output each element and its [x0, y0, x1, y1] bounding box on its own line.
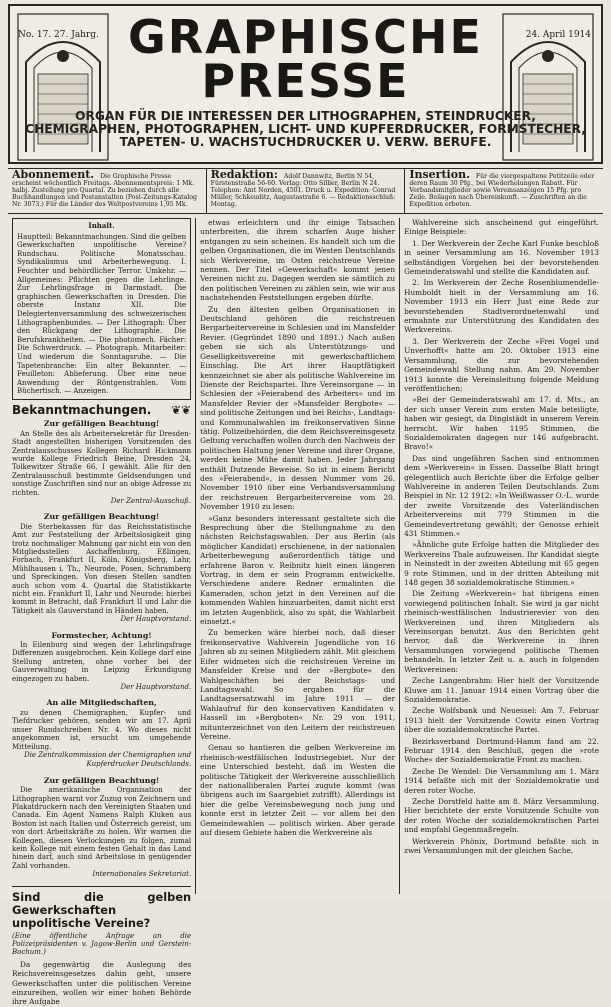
notice-block	[12, 698, 191, 769]
ornament-icon: ❦❦	[171, 402, 192, 417]
article-paragraph: Wahlvereine sich anscheinend gut eingeführt. Einige Beispiele:	[404, 218, 600, 237]
notice-block	[12, 631, 191, 693]
notice-block-title: Zur gefälligen Beachtung!	[43, 512, 160, 522]
notice-block-signature: Der Hauptvorstand.	[120, 683, 192, 692]
contents-box	[12, 218, 191, 400]
article-paragraph: etwas erleichtern und ihr einige Tatsachen unterbreiten, die ihrem scharfen Auge bisher entgangen zu sein scheinen. Es handelt sich um die gelben Organisationen, die im Westen Deutschlands sich Werkvereine, im Osten reichstreue Vereine nennen. Der Titel »Gewerkschaft« kommt jenen Vereinen nicht zu. Dagegen werden sie sämtlich zu den politischen Vereinen zu zählen sein, wie wir aus nachstehenden Feststellungen ergeben dürfte.	[200, 218, 396, 303]
middle-column	[196, 218, 400, 894]
notice-abonnement	[8, 169, 207, 213]
article-paragraph: 3. Der Werkverein der Zeche »Frei Vogel und Unverhofft« hatte am 20. Oktober 1913 eine Versammlung, die zur bevorstehenden Gemeindewahl Stellung nahm. Am 29. November 1913 konnte die Vereinsleitung folgende Meldung veröffentlichen:	[404, 336, 600, 393]
divider	[12, 886, 191, 887]
notice-text: Die Graphische Presse erscheint wöchentlich Freitags. Abonnementspreis: 1 Mk. halbj. Zustellung pro Quartal. Zu beziehen durch alle Buchhandlungen und Postanstalten (Post-Zeitungs-Katalog Nr. 3073.) Für die Länder des Weltpostvereins 1,95 Mk.	[12, 173, 198, 208]
article-paragraph: »Bei der Gemeinderatswahl am 17. d. Mts., an der sich unser Verein zum ersten Male beteiligte, haben wir gesiegt, da Dinglstädt in unserem Verein herrscht. Wir haben 1195 Stimmen, die Sozialdemokraten dagegen nur 146 aufgebracht. Bravo!«	[404, 395, 600, 452]
article-paragraph: Bezirksverband Dortmund-Hamm fand am 22. Februar 1914 den Beschluß, gegen die »rote Woche« der Sozialdemokratie Front zu machen.	[404, 736, 600, 765]
notice-block-title: Formstecher, Achtung!	[51, 630, 152, 640]
article-paragraph: Werkverein Phönix, Dortmund befaßte sich in zwei Versammlungen mit der gleichen Sache,	[404, 836, 600, 855]
bekanntmachungen-heading	[12, 402, 192, 417]
notice-block-title: Zur gefälligen Beachtung!	[43, 419, 160, 429]
article-paragraph: Zeche Dorstfeld hatte am 8. März Versammlung. Hier berichtete der erste Vorsitzende Schulte von der roten Woche der sozialdemokratischen Partei und empfahl Gegenmaßregeln.	[404, 796, 600, 835]
notice-block-body: In Eilenburg sind wegen der Lehrlingsfrage Differenzen ausgebrochen. Kein Kollege darf eine Stellung antreten, ohne vorher bei der Gauverwaltung in Leipzig Erkundigung eingezogen zu haben.	[12, 641, 192, 683]
notice-block	[12, 512, 191, 624]
article-paragraph: 1. Der Werkverein der Zeche Karl Funke beschloß in seiner Versammlung am 16. November 1913 selbständigen Vorgehen bei der bevorstehenden Gemeinderatswahl und stellte die Kandidaten auf.	[404, 238, 600, 277]
notice-block-title: Zur gefälligen Beachtung!	[43, 775, 160, 785]
contents-text: Hauptteil: Bekanntmachungen. Sind die gelben Gewerkschaften unpolitische Vereine? Rundschau. Politische Monatsschau. Syndikalismus und Arbeiterbewegung. I. Feuchter und behördlicher Terror. Umkehr. — Allgemeines: Pflichten gegen die Lehrlinge. Zur Lehrlingsfrage in Darmstadt. Die graphischen Gewerkschaften in Dresden. Die oberste Instanz XII. Die Delegiertenversammlung des schweizerischen Lithographenbundes. — Der Lithograph: Über den Rückgang der Lithographie. Die Berufskrankheiten. — Die photomech. Fächer: Die Schwerdruck. — Photograph. Mitarbeiter: Und wiederum die Sonntagsruhe. — Die Tapetenbranche: Ein alter Bekannter. — Feuilleton: Ablieferung. Über eine neue Anwendung der Röntgenstrahlen. Vom Büchertisch. — Anzeigen.	[17, 232, 187, 396]
article-paragraph: Da gegenwärtig die Auslegung des Reichsvereinsgesetzes dahin geht, unsere Gewerkschaften unter die politischen Vereine einzureihen, wollen wir einer hohen Behörde ihre Aufgabe	[12, 959, 192, 1007]
article-paragraph: Zeche De Wendel: Die Versammlung am 1. März 1914 befaßte sich mit der Sozialdemokratie und deren roter Woche.	[404, 766, 600, 795]
article-paragraph: »Ähnliche gute Erfolge hatten die Mitglieder des Werkvereins Thale aufzuweisen. Ihr Kandidat siegte in Neinstedt in der zweiten Abteilung mit 65 gegen 9 rote Stimmen, und in der dritten Abteilung mit 148 gegen 38 sozialdemokratische Stimmen.«	[404, 540, 600, 588]
article-paragraph: Genau so hantieren die gelben Werkvereine im rheinisch-westfälischen Industriegebiet. Nur der eine Unterschied besteht, daß im Westen die politische Tätigkeit der Werkvereine ausschließlich der nationalliberalen Partei zugute kommt (was übrigens auch im Saargebiet zutrifft). Allerdings ist hier die gelbe Vereinsbewegung noch jung und konnte erst in letzter Zeit — vor allem bei den Gemeindewahlen — politisch wirken. Aber gerade auf diesem Gebiete haben die Werkvereine als	[200, 743, 396, 837]
notice-block-body: zu denen Chemigraphen, Kupfer- und Tiefdrucker gehören, senden wir am 17. April unser Rundschreiben Nr. 4. Wo dieses nicht angekommen ist, ersucht um umgehende Mitteilung.	[12, 708, 192, 751]
notice-block	[12, 419, 191, 506]
content-columns	[8, 218, 603, 1007]
notice-block-signature: Die Zentralkommission der Chemigraphen und Kupferdrucker Deutschlands.	[24, 750, 192, 769]
masthead	[8, 4, 603, 164]
notice-block-body: An Stelle des als Arbeitersekretär für Dresden-Stadt angestellten bisherigen Vorsitzenden des Zentralausschusses Kollegen Richard Hickmann wurde Kollege Friedrich Beine, Dresden 24, Tolkewitzer Straße 66, I gewählt. Alle für den Zentralausschuß bestimmte Geldsendungen und sonstige Zuschriften sind nur an obige Adresse zu richten.	[12, 429, 192, 497]
article-paragraph: »Ganz besonders interessant gestaltete sich die Besprechung über die Stellungnahme zu den nächsten Reichstagswahlen. Der aus Berlin (als möglicher Kandidat) erschienene, in der nationalen Arbeiterbewegung außerordentlich tätige und erfahrene Baron v. Reibnitz hielt einen längeren Vortrag, in dem er sein Programm entwickelte. Verschiedene andere Redner ermahnten die Kameraden, schon jetzt in den Vereinen auf die kommenden Wahlen hinzuarbeiten, damit nicht erst im letzten Augenblick, also zu spät, die Wahlarbeit einsetzt.«	[200, 513, 396, 627]
article-subtitle: (Eine öffentliche Anfrage an die Polizeipräsidenten v. Jagow-Berlin und Gerstein-Bochum.)	[12, 931, 192, 957]
article-paragraph: Die Zeitung »Werkverein« hat übrigens einen vorwiegend politischen Inhalt. Sie wird ja gar nicht rheinisch-westfälischen Industrierevier von den Werkvereinen und ihren Mitgliedern als Vereinsorgan benutzt. Aus den Berichten geht hervor, daß die Werkvereine in ihren Versammlungen vorwiegend politische Themen behandeln. In letzter Zeit u. a. auch in folgenden Werkvereinen:	[404, 589, 600, 674]
notice-block-signature: Der Hauptvorstand.	[120, 615, 192, 624]
notice-title: Insertion.	[409, 168, 470, 181]
notice-block-signature: Internationales Sekretariat.	[92, 870, 192, 879]
masthead-subtitle: ORGAN FÜR DIE INTERESSEN DER LITHOGRAPHEN, STEINDRUCKER, CHEMIGRAPHEN, PHOTOGRAPHEN, LICHT- UND KUPFERDRUCKER, FORMSTECHER, TAPETEN- U. WACHSTUCHDRUCKER U. VERW. BERUFE.	[25, 109, 586, 149]
notice-block-signature: Der Zentral-Ausschuß.	[110, 496, 192, 505]
notice-redaktion	[207, 169, 406, 213]
article-paragraph: Zu bemerken wäre hierbei noch, daß dieser freikonservative Wahlverein Jugendliche von 16 Jahren ab zu seinen Mitgliedern zählt. Mit gleichem Eifer widmeten sich die reichstreuen Vereine im Mansfelder Kreise und der »Bergbote« den Wahlgeschäften bei der Reichstags- und Landtagswahl. So ergaben für die Landtagsersatzwahl im Jahre 1911 — der Wahlaufruf für den konservativen Kandidaten v. Hassell im »Bergboten« Nr. 29 von 1911, mitunterzeichnet von den Leitern der reichstreuen Vereine.	[200, 628, 396, 741]
notice-block-body: Die Sterbekassen für das Reichsstatistische Amt zur Feststellung der Arbeitslosigkeit ging trotz nochmaliger Mahnung gar nicht ein von den Mitgliedsstellen Aschaffenburg, Eßlingen, Forbach, Frankfurt II, Köln, Königsberg, Lahr, Mühlhausen i. Th., Neurode, Posen, Schramberg und Spreckingen. Von diesen Stellen sandten auch schon vom 4. Quartal die Statistikkarte nicht ein. Frankfurt II, Lahr und Neurode; hierbei kommt in Betracht, daß Frankfurt II und Lahr die Tätigkeit als Gauverstand in Händen haben.	[12, 522, 192, 615]
issue-date: 24. April 1914	[525, 30, 591, 40]
article-paragraph: Zeche Langenbrahm: Hier hielt der Vorsitzende Kluwe am 11. Januar 1914 einen Vortrag über die Sozialdemokratie.	[404, 676, 600, 704]
article-paragraph: 2. Im Werkverein der Zeche Rosenblumendelle-Humboldt hielt in der Versammlung am 16. November 1913 ein Herr Just eine Rede zur bevorstehenden Stadtverordnetenwahl und ermahnte zur Unterstützung des Kandidaten des Werkvereins.	[404, 278, 600, 335]
notice-block-title: An alle Mitgliedschaften,	[46, 698, 157, 708]
section-title: Bekanntmachungen.	[12, 402, 152, 417]
notice-block-body: Die amerikanische Organisation der Lithographen warnt vor Zuzug von Zeichnern und Plakatdruckern nach den Vereinigten Staaten und Canada. Ein Agent Namens Ralph Kluken aus Boston ist nach Italien und Österreich gereist, um von dort Arbeitskräfte zu holen. Wir warnen die Kollegen, diesen Verlockungen zu folgen, zumal kein Kollege mit einem festen Gehalt in das Land hinein darf, auch sind Arbeitslose in genügender Zahl vorhanden.	[12, 786, 192, 870]
notice-text: Adolf Dannwitz, Berlin N 54, Fürstenstraße 56-60. Verlag: Otto Sillier, Berlin N 24. Telephon: Amt Norden, 4501. Druck u. Expedition: Conrad Müller, Schkeuditz, Augustastraße 6. — Redaktionsschluß: Montag.	[210, 173, 396, 208]
article-title: Sind die gelben Gewerkschaften unpolitische Vereine?	[12, 889, 192, 930]
title-line-2: PRESSE	[201, 54, 410, 108]
notice-title: Abonnement.	[12, 168, 95, 181]
issue-number: No. 17. 27. Jahrg.	[18, 30, 99, 40]
left-column	[8, 218, 196, 1007]
notice-text: Für die viergespaltene Petitzeile oder deren Raum 30 Pfg., bei Wiederholungen Rabatt. Für Verbandsmitglieder sowie Vereinsanzeigen 15 Pfg. pro Zeile. Beilagen nach Übereinkunft. — Zuschriften an die Expedition erbeten.	[409, 173, 595, 208]
article-paragraph: Das sind ungefähren Sachen sind entnommen dem »Werkverein« in Essen. Dasselbe Blatt bringt gelegentlich auch Berichte über die Erfolge gelber Wahlvereine in anderen Teilen Deutschlands. Zum Beispiel in Nr. 12 1912: »In Weißwasser O.-L. wurde der zweite Vorsitzende des Vaterländischen Arbeitervereins mit 779 Stimmen in die Gemeindevertretung gewählt; der Genosse erhielt 431 Stimmen.«	[404, 453, 600, 538]
masthead-title	[120, 10, 491, 108]
contents-title: Inhalt.	[88, 221, 115, 230]
notice-insertion	[405, 169, 603, 213]
article-paragraph: Zeche Wolfsbank und Neuessel: Am 7. Februar 1913 hielt der Vorsitzende Cowitz einen Vortrag über die sozialdemokratische Partei.	[404, 706, 600, 735]
right-column	[400, 218, 603, 894]
title-line-1: GRAPHISCHE	[128, 10, 483, 64]
notice-block	[12, 776, 191, 880]
info-notices	[8, 168, 603, 214]
article-paragraph: Zu den ältesten gelben Organisationen in Deutschland gehören die reichstreuen Bergarbeitervereine in Schlesien und im Mansfelder Revier. (Gegründet 1890 und 1891.) Nach außen geben sie sich als Unterstützungs- und Geselligkeitsvereine mit gewerkschaftlichem Einschlag. Die Art ihrer Hauptfätigkeit kennzeichnet sie aber als politische Wahlvereine im Dienste der Reichspartei. Ihre Vereinsorgane — in Schlesien der »Feierabend des Arbeiters« und im Mansfelder Revier der »Mansfelder Bergbote« — sind politische Zeitungen und bei Reichs-, Landtags- und Kommunalwahlen im freikonservativen Sinne tätig. Polizeibehörden, die dem Reichsvereinsgesetz Geltung verschaffen wollen durch den Nachweis der politischen Haltung jener Vereine und ihrer Organe, werden keine Mühe damit haben. Jeder Jahrgang enthält Dutzende Beweise. So ist in einem Bericht des »Feierabend«, in dessen Nummer vom 26. November 1910 über eine Verbandsversammlung der reichstreuen Bergarbeitervereine vom 20. November 1910 zu lesen:	[200, 304, 396, 512]
notice-title: Redaktion:	[210, 168, 278, 181]
